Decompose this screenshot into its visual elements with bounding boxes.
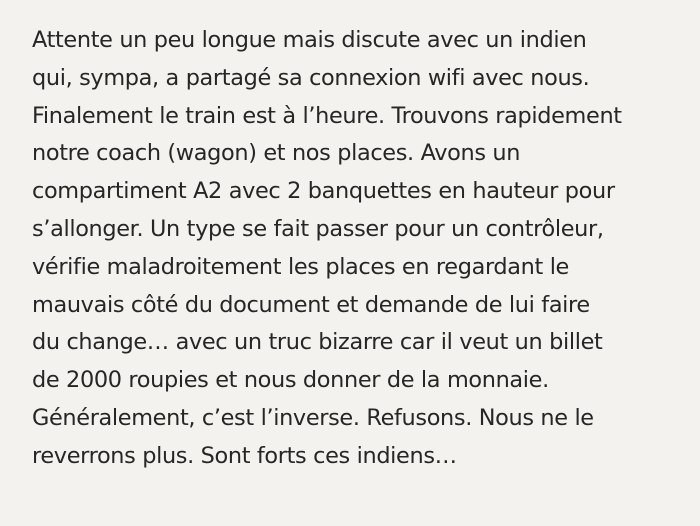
- paragraph-line: Finalement le train est à l’heure. Trouvons rapidement: [32, 102, 622, 129]
- paragraph-line: qui, sympa, a partagé sa connexion wifi avec nous.: [32, 64, 590, 91]
- paragraph: [32, 22, 682, 476]
- paragraph-line: s’allonger. Un type se fait passer pour un contrôleur,: [32, 215, 604, 242]
- paragraph-line: Généralement, c’est l’inverse. Refusons. Nous ne le: [32, 404, 594, 431]
- paragraph-line: compartiment A2 avec 2 banquettes en hauteur pour: [32, 178, 615, 205]
- paragraph-line: de 2000 roupies et nous donner de la monnaie.: [32, 367, 549, 394]
- paragraph-line: reverrons plus. Sont forts ces indiens…: [32, 442, 457, 469]
- paragraph-line: Attente un peu longue mais discute avec un indien: [32, 27, 587, 53]
- paragraph-line: mauvais côté du document et demande de lui faire: [32, 291, 590, 318]
- paragraph-line: vérifie maladroitement les places en regardant le: [32, 253, 569, 280]
- paragraph-line: notre coach (wagon) et nos places. Avons un: [32, 140, 521, 167]
- paragraph-line: du change… avec un truc bizarre car il veut un billet: [32, 329, 603, 356]
